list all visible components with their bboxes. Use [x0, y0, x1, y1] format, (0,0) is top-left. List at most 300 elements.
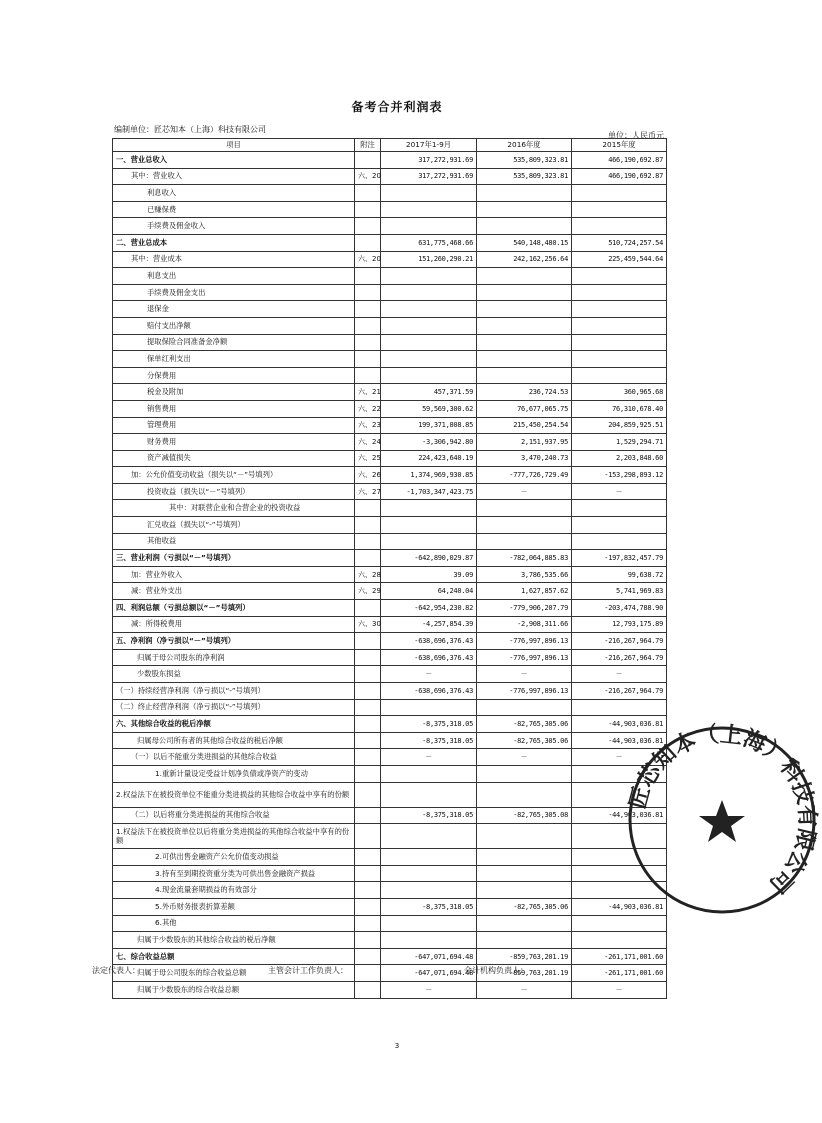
table-row [113, 367, 667, 384]
value-2015: 225,459,544.64 [572, 251, 667, 268]
value-2017-q1-q3: － [381, 666, 477, 683]
table-row [113, 500, 667, 517]
row-label: 归属于母公司股东的综合收益总额 [113, 965, 355, 982]
value-2017-q1-q3 [381, 782, 477, 807]
row-label: 六、其他综合收益的税后净额 [113, 716, 355, 733]
row-label: 赔付支出净额 [113, 317, 355, 334]
value-2015 [572, 865, 667, 882]
value-2015 [572, 317, 667, 334]
value-2016: -859,763,201.19 [477, 965, 572, 982]
row-label: 七、综合收益总额 [113, 948, 355, 965]
row-note [355, 367, 381, 384]
value-2017-q1-q3: 64,240.04 [381, 583, 477, 600]
table-row [113, 152, 667, 169]
value-2017-q1-q3: -638,696,376.43 [381, 633, 477, 650]
value-2016: 540,148,480.15 [477, 234, 572, 251]
table-row [113, 765, 667, 782]
value-2016: 215,450,254.54 [477, 417, 572, 434]
value-2015 [572, 334, 667, 351]
value-2015: -216,267,964.79 [572, 633, 667, 650]
value-2017-q1-q3: -8,375,318.05 [381, 807, 477, 824]
row-note [355, 849, 381, 866]
value-2016: -776,997,896.13 [477, 633, 572, 650]
row-label: 6.其他 [113, 915, 355, 932]
table-row [113, 351, 667, 368]
row-label: 其中：对联营企业和合营企业的投资收益 [113, 500, 355, 517]
value-2015: -197,832,457.79 [572, 550, 667, 567]
row-label: 管理费用 [113, 417, 355, 434]
value-2016 [477, 533, 572, 550]
value-2017-q1-q3 [381, 500, 477, 517]
value-2017-q1-q3 [381, 865, 477, 882]
svg-text:匠芯知本（上海）科技有限公司: 匠芯知本（上海）科技有限公司 [624, 721, 821, 899]
row-label: 归属于母公司股东的净利润 [113, 649, 355, 666]
row-note: 六、21 [355, 384, 381, 401]
value-2017-q1-q3 [381, 317, 477, 334]
value-2017-q1-q3: -8,375,318.05 [381, 898, 477, 915]
value-2015 [572, 284, 667, 301]
row-note [355, 716, 381, 733]
row-label: 其中：营业收入 [113, 168, 355, 185]
value-2015 [572, 201, 667, 218]
table-row [113, 483, 667, 500]
row-label: 手续费及佣金支出 [113, 284, 355, 301]
value-2017-q1-q3: -638,696,376.43 [381, 683, 477, 700]
row-label: 已赚保费 [113, 201, 355, 218]
row-note: 六、29 [355, 583, 381, 600]
header-item: 项目 [113, 139, 355, 152]
value-2016 [477, 849, 572, 866]
row-note: 六、26 [355, 467, 381, 484]
table-row [113, 400, 667, 417]
value-2015: -44,903,036.81 [572, 732, 667, 749]
value-2016 [477, 268, 572, 285]
value-2015 [572, 782, 667, 807]
value-2015: 5,741,969.83 [572, 583, 667, 600]
row-note [355, 932, 381, 949]
value-2017-q1-q3: -647,071,694.48 [381, 948, 477, 965]
table-row [113, 782, 667, 807]
value-2017-q1-q3 [381, 699, 477, 716]
table-row [113, 981, 667, 998]
row-label: 2.可供出售金融资产公允价值变动损益 [113, 849, 355, 866]
table-row [113, 616, 667, 633]
value-2017-q1-q3 [381, 849, 477, 866]
value-2015 [572, 849, 667, 866]
row-label: 四、利润总额（亏损总额以“－”号填列） [113, 600, 355, 617]
value-2017-q1-q3 [381, 301, 477, 318]
value-2016 [477, 915, 572, 932]
value-2015: － [572, 483, 667, 500]
row-note: 六、23 [355, 417, 381, 434]
value-2015: -203,474,788.90 [572, 600, 667, 617]
value-2015: 360,965.68 [572, 384, 667, 401]
value-2016: -82,765,305.08 [477, 807, 572, 824]
row-label: 利息收入 [113, 185, 355, 202]
row-note [355, 683, 381, 700]
value-2017-q1-q3 [381, 334, 477, 351]
statement-title: 备考合并利润表 [351, 100, 443, 114]
value-2015 [572, 517, 667, 534]
value-2016: 76,677,065.75 [477, 400, 572, 417]
table-row [113, 600, 667, 617]
row-note [355, 600, 381, 617]
table-row [113, 824, 667, 849]
row-note: 六、25 [355, 450, 381, 467]
table-row [113, 699, 667, 716]
row-label: 利息支出 [113, 268, 355, 285]
value-2017-q1-q3: 59,569,300.62 [381, 400, 477, 417]
value-2016 [477, 500, 572, 517]
value-2017-q1-q3: 457,371.59 [381, 384, 477, 401]
table-row [113, 666, 667, 683]
value-2016 [477, 351, 572, 368]
row-note [355, 699, 381, 716]
table-row [113, 533, 667, 550]
table-row [113, 218, 667, 235]
value-2015: － [572, 749, 667, 766]
value-2017-q1-q3: 317,272,931.69 [381, 152, 477, 169]
row-note [355, 749, 381, 766]
value-2016: 3,786,535.66 [477, 566, 572, 583]
row-note [355, 915, 381, 932]
table-row [113, 915, 667, 932]
value-2017-q1-q3: － [381, 749, 477, 766]
row-note [355, 807, 381, 824]
value-2015 [572, 824, 667, 849]
row-note [355, 782, 381, 807]
value-2015: -216,267,964.79 [572, 649, 667, 666]
value-2016: 2,151,937.95 [477, 434, 572, 451]
header-note: 附注 [355, 139, 381, 152]
value-2017-q1-q3: -642,890,029.87 [381, 550, 477, 567]
value-2016: － [477, 666, 572, 683]
row-note [355, 268, 381, 285]
header-2017: 2017年1-9月 [381, 139, 477, 152]
value-2017-q1-q3 [381, 533, 477, 550]
value-2017-q1-q3 [381, 882, 477, 899]
value-2016 [477, 882, 572, 899]
row-note: 六、27 [355, 483, 381, 500]
table-row [113, 749, 667, 766]
value-2015: 76,310,678.40 [572, 400, 667, 417]
row-note [355, 334, 381, 351]
table-row [113, 334, 667, 351]
table-row [113, 898, 667, 915]
value-2016 [477, 334, 572, 351]
row-label: 二、营业总成本 [113, 234, 355, 251]
row-label: 提取保险合同准备金净额 [113, 334, 355, 351]
value-2017-q1-q3 [381, 517, 477, 534]
row-note [355, 765, 381, 782]
value-2015 [572, 351, 667, 368]
row-label: 归属于少数股东的其他综合收益的税后净额 [113, 932, 355, 949]
row-label: 4.现金流量套期损益的有效部分 [113, 882, 355, 899]
row-note: 六、24 [355, 434, 381, 451]
table-row [113, 932, 667, 949]
table-row [113, 732, 667, 749]
table-row [113, 633, 667, 650]
value-2016: － [477, 749, 572, 766]
row-label: 其他收益 [113, 533, 355, 550]
value-2015: 510,724,257.54 [572, 234, 667, 251]
value-2016 [477, 284, 572, 301]
company-name: 编制单位：匠芯知本（上海）科技有限公司 [114, 125, 266, 134]
row-note [355, 185, 381, 202]
row-note [355, 152, 381, 169]
row-note [355, 948, 381, 965]
table-row [113, 882, 667, 899]
row-label: （一）以后不能重分类进损益的其他综合收益 [113, 749, 355, 766]
value-2017-q1-q3 [381, 351, 477, 368]
value-2016: 1,627,857.62 [477, 583, 572, 600]
value-2016: -776,997,896.13 [477, 649, 572, 666]
table-row [113, 566, 667, 583]
row-label: 五、净利润（净亏损以“－”号填列） [113, 633, 355, 650]
value-2015 [572, 915, 667, 932]
table-row [113, 865, 667, 882]
value-2016 [477, 201, 572, 218]
value-2016: 242,162,256.64 [477, 251, 572, 268]
currency-unit: 单位：人民币元 [608, 131, 664, 140]
value-2017-q1-q3: -642,954,230.82 [381, 600, 477, 617]
value-2017-q1-q3: -8,375,318.05 [381, 716, 477, 733]
value-2016 [477, 782, 572, 807]
value-2017-q1-q3: -1,703,347,423.75 [381, 483, 477, 500]
row-note [355, 550, 381, 567]
value-2016: -782,064,885.83 [477, 550, 572, 567]
value-2017-q1-q3: 151,260,290.21 [381, 251, 477, 268]
table-row [113, 683, 667, 700]
value-2015 [572, 185, 667, 202]
value-2017-q1-q3: 1,374,969,930.85 [381, 467, 477, 484]
value-2015: -44,903,036.81 [572, 898, 667, 915]
value-2016 [477, 367, 572, 384]
value-2017-q1-q3: 317,272,931.69 [381, 168, 477, 185]
value-2016: -776,997,896.13 [477, 683, 572, 700]
accounting-dept-head-label: 会计机构负责人： [464, 966, 528, 975]
value-2016: 236,724.53 [477, 384, 572, 401]
value-2016 [477, 765, 572, 782]
table-row [113, 450, 667, 467]
row-label: 资产减值损失 [113, 450, 355, 467]
value-2015: 466,190,692.87 [572, 168, 667, 185]
table-row [113, 251, 667, 268]
row-label: 销售费用 [113, 400, 355, 417]
value-2015: -44,903,036.81 [572, 716, 667, 733]
row-note [355, 351, 381, 368]
row-label: 归属母公司所有者的其他综合收益的税后净额 [113, 732, 355, 749]
row-note [355, 500, 381, 517]
row-label: 三、营业利润（亏损以“－”号填列） [113, 550, 355, 567]
value-2015 [572, 500, 667, 517]
value-2015: 204,859,925.51 [572, 417, 667, 434]
value-2017-q1-q3 [381, 218, 477, 235]
table-row [113, 965, 667, 982]
row-note [355, 666, 381, 683]
value-2017-q1-q3 [381, 824, 477, 849]
row-note [355, 965, 381, 982]
row-label: 退保金 [113, 301, 355, 318]
table-row [113, 201, 667, 218]
value-2015 [572, 218, 667, 235]
row-label: 减：所得税费用 [113, 616, 355, 633]
value-2016 [477, 932, 572, 949]
row-note [355, 533, 381, 550]
row-label: 加：公允价值变动收益（损失以“－”号填列） [113, 467, 355, 484]
value-2016: -82,765,305.06 [477, 716, 572, 733]
row-note [355, 824, 381, 849]
row-note [355, 517, 381, 534]
table-row [113, 301, 667, 318]
row-label: 加：营业外收入 [113, 566, 355, 583]
row-note: 六、22 [355, 400, 381, 417]
row-label: 财务费用 [113, 434, 355, 451]
value-2015: -216,267,964.79 [572, 683, 667, 700]
header-2015: 2015年度 [572, 139, 667, 152]
value-2015: -261,171,001.60 [572, 948, 667, 965]
table-row [113, 849, 667, 866]
row-label: 1.重新计量设定受益计划净负债或净资产的变动 [113, 765, 355, 782]
value-2017-q1-q3 [381, 284, 477, 301]
row-note: 六、30 [355, 616, 381, 633]
value-2017-q1-q3 [381, 367, 477, 384]
value-2017-q1-q3 [381, 185, 477, 202]
table-row [113, 517, 667, 534]
header-2016: 2016年度 [477, 139, 572, 152]
value-2015: － [572, 666, 667, 683]
value-2017-q1-q3: -647,071,694.48 [381, 965, 477, 982]
table-row [113, 434, 667, 451]
value-2016: -82,765,305.06 [477, 732, 572, 749]
row-note [355, 882, 381, 899]
value-2015: -261,171,001.60 [572, 965, 667, 982]
value-2017-q1-q3: 199,371,808.85 [381, 417, 477, 434]
row-label: 汇兑收益（损失以“-”号填列） [113, 517, 355, 534]
row-label: 少数股东损益 [113, 666, 355, 683]
value-2017-q1-q3: － [381, 981, 477, 998]
value-2017-q1-q3 [381, 765, 477, 782]
row-note [355, 633, 381, 650]
value-2016: 535,809,323.81 [477, 152, 572, 169]
value-2017-q1-q3: 39.09 [381, 566, 477, 583]
value-2016: 535,809,323.81 [477, 168, 572, 185]
value-2017-q1-q3 [381, 932, 477, 949]
value-2015 [572, 367, 667, 384]
table-row [113, 550, 667, 567]
table-row [113, 284, 667, 301]
value-2015 [572, 268, 667, 285]
table-row [113, 417, 667, 434]
table-row [113, 807, 667, 824]
row-note [355, 898, 381, 915]
value-2017-q1-q3 [381, 201, 477, 218]
table-row [113, 234, 667, 251]
row-note: 六、28 [355, 566, 381, 583]
value-2016: -82,765,305.06 [477, 898, 572, 915]
value-2017-q1-q3: -4,257,854.39 [381, 616, 477, 633]
value-2015: 466,190,692.87 [572, 152, 667, 169]
row-label: 一、营业总收入 [113, 152, 355, 169]
value-2017-q1-q3 [381, 268, 477, 285]
income-statement-table [112, 138, 667, 999]
value-2017-q1-q3 [381, 915, 477, 932]
value-2016 [477, 301, 572, 318]
value-2015 [572, 765, 667, 782]
row-label: 3.持有至到期投资重分类为可供出售金融资产损益 [113, 865, 355, 882]
row-note [355, 317, 381, 334]
row-label: 5.外币财务报表折算差额 [113, 898, 355, 915]
table-header-row [113, 139, 667, 152]
value-2017-q1-q3: -3,306,942.80 [381, 434, 477, 451]
value-2017-q1-q3: 631,775,468.66 [381, 234, 477, 251]
row-note [355, 732, 381, 749]
table-row [113, 467, 667, 484]
value-2015 [572, 301, 667, 318]
row-label: 保单红利支出 [113, 351, 355, 368]
value-2015 [572, 882, 667, 899]
value-2016 [477, 699, 572, 716]
value-2015: － [572, 981, 667, 998]
value-2016 [477, 218, 572, 235]
row-note [355, 301, 381, 318]
row-note [355, 201, 381, 218]
row-note [355, 865, 381, 882]
value-2017-q1-q3: -638,696,376.43 [381, 649, 477, 666]
value-2016: -859,763,201.19 [477, 948, 572, 965]
table-row [113, 168, 667, 185]
row-note [355, 649, 381, 666]
table-row [113, 384, 667, 401]
value-2015: -44,903,036.81 [572, 807, 667, 824]
value-2016: -777,726,729.49 [477, 467, 572, 484]
row-label: 归属于少数股东的综合收益总额 [113, 981, 355, 998]
row-note [355, 234, 381, 251]
row-label: （二）终止经营净利润（净亏损以“-”号填列） [113, 699, 355, 716]
row-label: 2.权益法下在被投资单位不能重分类进损益的其他综合收益中享有的份额 [113, 782, 355, 807]
table-row [113, 716, 667, 733]
value-2016: － [477, 981, 572, 998]
value-2016 [477, 185, 572, 202]
row-note [355, 284, 381, 301]
value-2015: 1,529,294.71 [572, 434, 667, 451]
accounting-head-label: 主管会计工作负责人： [268, 966, 348, 975]
row-note: 六、20 [355, 251, 381, 268]
row-label: （二）以后将重分类进损益的其他综合收益 [113, 807, 355, 824]
value-2015: -153,298,893.12 [572, 467, 667, 484]
row-label: 分保费用 [113, 367, 355, 384]
value-2016: -2,908,311.66 [477, 616, 572, 633]
row-label: 手续费及佣金收入 [113, 218, 355, 235]
value-2016 [477, 317, 572, 334]
page-number: 3 [394, 1042, 400, 1050]
value-2016: － [477, 483, 572, 500]
value-2017-q1-q3: 224,423,640.19 [381, 450, 477, 467]
row-label: 税金及附加 [113, 384, 355, 401]
value-2015: 2,203,848.60 [572, 450, 667, 467]
value-2016 [477, 517, 572, 534]
value-2015: 12,793,175.89 [572, 616, 667, 633]
row-label: 减：营业外支出 [113, 583, 355, 600]
value-2015 [572, 932, 667, 949]
table-row [113, 317, 667, 334]
row-note: 六、20 [355, 168, 381, 185]
value-2015 [572, 699, 667, 716]
row-label: （一）持续经营净利润（净亏损以“-”号填列） [113, 683, 355, 700]
table-row [113, 185, 667, 202]
row-label: 1.权益法下在被投资单位以后将重分类进损益的其他综合收益中享有的份额 [113, 824, 355, 849]
value-2017-q1-q3: -8,375,318.05 [381, 732, 477, 749]
